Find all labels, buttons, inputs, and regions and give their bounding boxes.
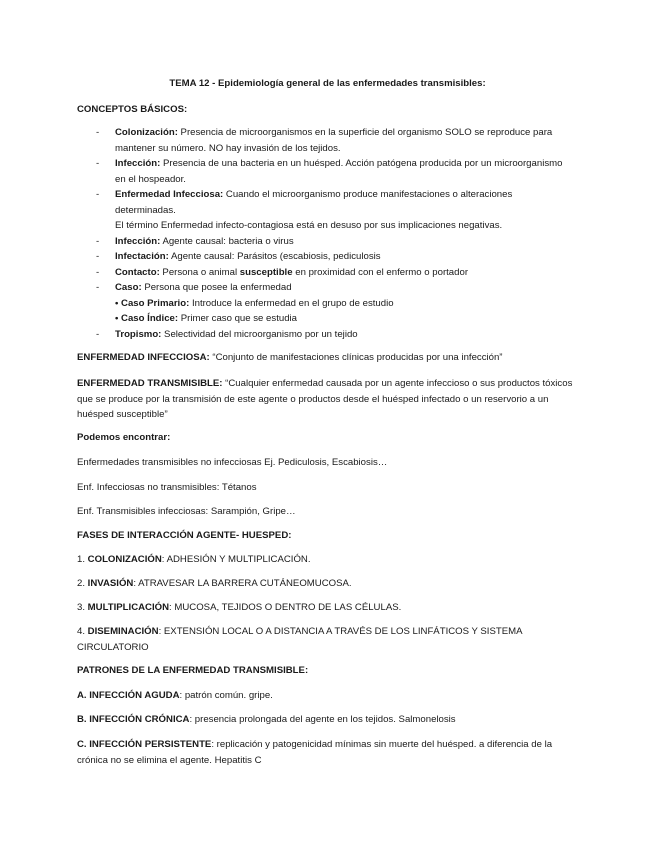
fase-item: 2. INVASIÓN: ATRAVESAR LA BARRERA CUTÁNEOMUCOSA.	[77, 578, 352, 589]
list-item: - Infectación: Agente causal: Parásitos (escabiosis, pediculosis	[96, 251, 381, 262]
list-item: - Tropismo: Selectividad del microorganismo por un tejido	[96, 328, 358, 340]
list-item: - Enfermedad Infecciosa: Cuando el microorganismo produce manifestaciones o alteraciones determinadas. El término Enfermedad infecto-contagiosa está en desuso por sus implicaciones negativas.	[96, 189, 513, 231]
patron-item: B. INFECCIÓN CRÓNICA: presencia prolongada del agente en los tejidos. Salmonelosis	[77, 714, 456, 725]
page-title: TEMA 12 - Epidemiología general de las enfermedades transmisibles:	[169, 78, 486, 89]
patron-item: A. INFECCIÓN AGUDA: patrón común. gripe.	[77, 690, 273, 701]
conceptos-heading: CONCEPTOS BÁSICOS:	[77, 104, 188, 115]
fase-item: 3. MULTIPLICACIÓN: MUCOSA, TEJIDOS O DENTRO DE LAS CÉLULAS.	[77, 602, 402, 613]
list-item: - Caso: Persona que posee la enfermedad • Caso Primario: Introduce la enfermedad en el grupo de estudio • Caso Índice: Primer caso que se estudia	[0, 280, 575, 327]
enfermedad-infecciosa-paragraph: ENFERMEDAD INFECCIOSA: “Conjunto de manifestaciones clínicas producidas por una infección”	[77, 352, 503, 363]
list-item: - Colonización: Presencia de microorganismos en la superficie del organismo SOLO se reproduce para mantener su número. NO hay invasión de los tejidos.	[96, 127, 553, 154]
conceptos-list	[0, 125, 655, 342]
fases-heading: FASES DE INTERACCIÓN AGENTE- HUESPED:	[77, 530, 292, 541]
list-item: - Infección: Presencia de una bacteria en un huésped. Acción patógena producida por un microorganismo en el hospeador.	[96, 158, 563, 185]
podemos-heading: Podemos encontrar:	[77, 432, 171, 443]
sub-list-item: • Caso Primario: Introduce la enfermedad en el grupo de estudio	[115, 297, 394, 309]
podemos-line: Enf. Transmisibles infecciosas: Sarampión, Gripe…	[77, 506, 296, 517]
fase-item: 4. DISEMINACIÓN: EXTENSIÓN LOCAL O A DISTANCIA A TRAVÉS DE LOS LINFÁTICOS Y SISTEMA CIRCULATORIO	[77, 626, 522, 653]
patrones-heading: PATRONES DE LA ENFERMEDAD TRANSMISIBLE:	[77, 665, 309, 676]
podemos-line: Enf. Infecciosas no transmisibles: Tétanos	[77, 482, 257, 493]
enfermedad-transmisible-paragraph: ENFERMEDAD TRANSMISIBLE: “Cualquier enfermedad causada por un agente infeccioso o sus productos tóxicos que se produce por la transmisión de este agente o productos desde el huésped infectado o un reservorio a un huésped susceptible”	[77, 378, 573, 420]
list-item: - Contacto: Persona o animal susceptible en proximidad con el enfermo o portador	[96, 266, 469, 278]
patron-item: C. INFECCIÓN PERSISTENTE: replicación y patogenicidad mínimas sin muerte del huésped. a diferencia de la crónica no se elimina el agente. Hepatitis C	[77, 739, 553, 766]
sub-list-item: • Caso Índice: Primer caso que se estudia	[115, 313, 297, 324]
list-item: - Infección: Agente causal: bacteria o virus	[96, 235, 294, 247]
fase-item: 1. COLONIZACIÓN: ADHESIÓN Y MULTIPLICACIÓN.	[77, 554, 311, 565]
podemos-line: Enfermedades transmisibles no infecciosas Ej. Pediculosis, Escabiosis…	[77, 457, 388, 468]
